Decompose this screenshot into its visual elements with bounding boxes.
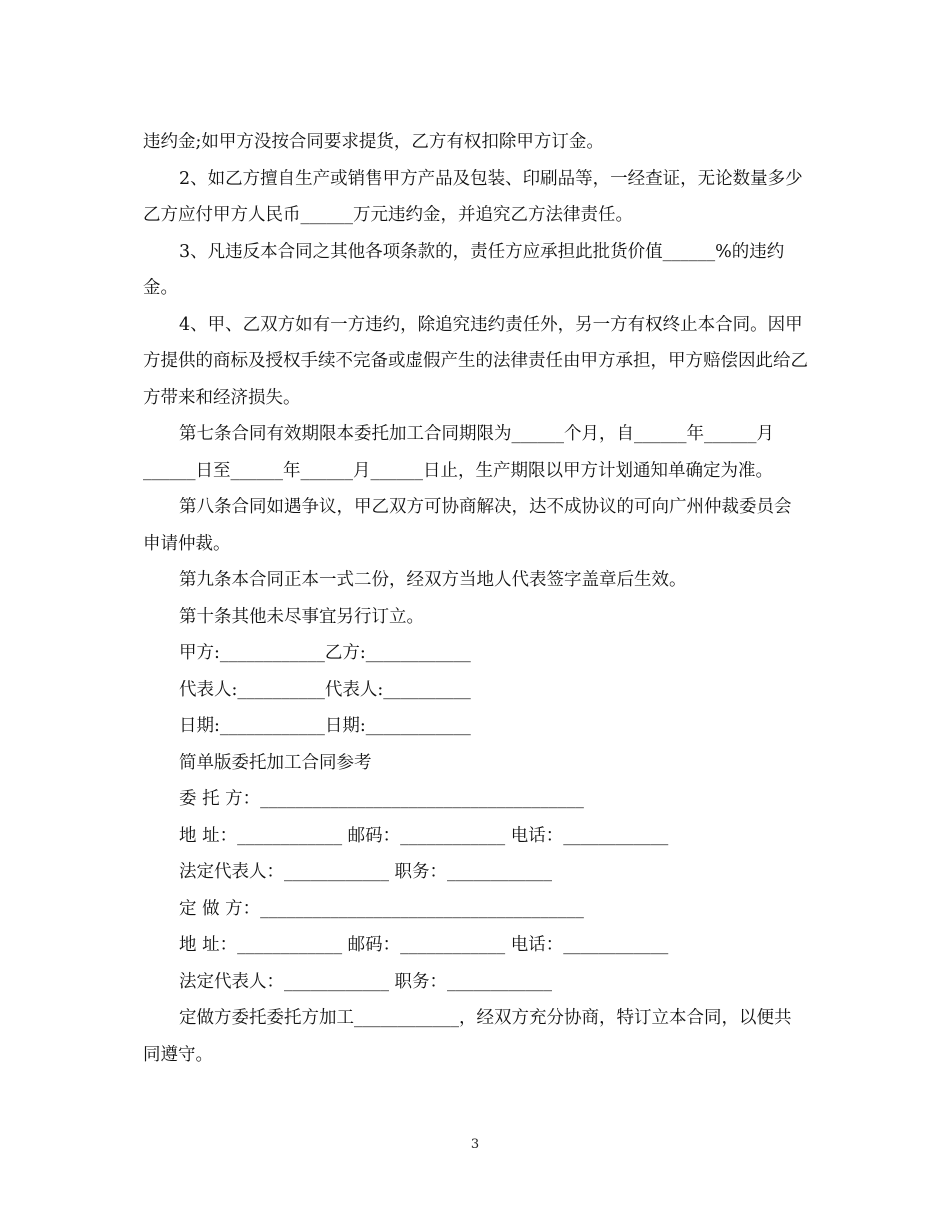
paragraph: 第九条本合同正本一式二份，经双方当地人代表签字盖章后生效。 [179, 570, 687, 590]
document-body [143, 124, 808, 1073]
field-line: 地 址：____________ 邮码：____________ 电话：____________ [179, 825, 669, 846]
paragraph: 4、甲、乙双方如有一方违约，除追究违约责任外，另一方有权终止本合同。因甲方提供的商标及授权手续不完备或虚假产生的法律责任由甲方承担，甲方赔偿因此给乙方带来和经济损失。 [143, 314, 808, 408]
paragraph: 第八条合同如遇争议，甲乙双方可协商解决，达不成协议的可向广州仲裁委员会申请仲裁。 [143, 497, 792, 554]
paragraph: 2、如乙方擅自生产或销售甲方产品及包装、印刷品等，一经查证，无论数量多少乙方应付甲方人民币______万元违约金，并追究乙方法律责任。 [143, 168, 803, 225]
paragraph: 第七条合同有效期限本委托加工合同期限为______个月，自______年______月______日至______年______月______日止，生产期限以甲方计划通知单确定为准。 [143, 424, 774, 481]
section-title: 简单版委托加工合同参考 [179, 752, 372, 773]
field-line: 定 做 方：_____________________________________ [179, 898, 584, 919]
page-number: 3 [470, 1137, 480, 1152]
field-line: 法定代表人：____________ 职务：____________ [179, 971, 553, 992]
signature-line-representative: 代表人:__________代表人:__________ [179, 679, 471, 700]
signature-line-date: 日期:____________日期:____________ [179, 716, 471, 736]
field-line: 委 托 方：_____________________________________ [179, 789, 584, 809]
paragraph: 3、凡违反本合同之其他各项条款的，责任方应承担此批货价值______%的违约金。 [143, 241, 785, 298]
field-line: 法定代表人：____________ 职务：____________ [179, 862, 553, 882]
paragraph: 定做方委托委托方加工____________，经双方充分协商，特订立本合同，以便共同遵守。 [143, 1008, 792, 1065]
field-line: 地 址：____________ 邮码：____________ 电话：____________ [179, 935, 669, 955]
signature-line-party: 甲方:____________乙方:____________ [179, 643, 471, 663]
paragraph: 第十条其他未尽事宜另行订立。 [179, 606, 424, 627]
paragraph: 违约金;如甲方没按合同要求提货，乙方有权扣除甲方订金。 [143, 132, 604, 152]
